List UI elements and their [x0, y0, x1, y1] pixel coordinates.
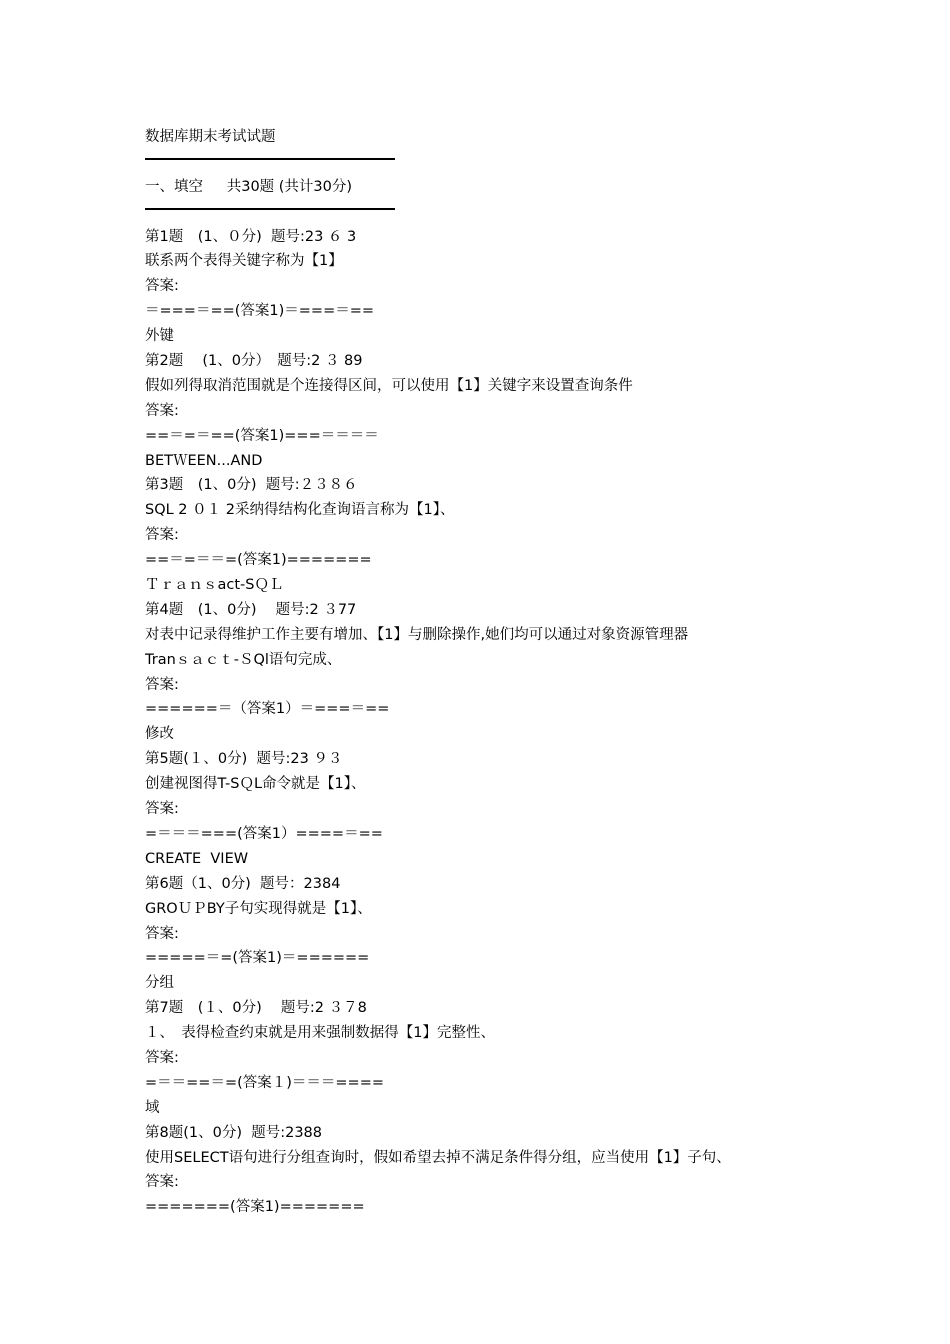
answer-separator: =====＝=(答案1)＝======: [145, 950, 370, 967]
answer-text: 域: [145, 1099, 160, 1116]
question-header: 第3题 (1、0分) 题号:２３８６: [145, 477, 358, 494]
answer-separator: ==＝=＝==(答案1)===＝＝＝＝: [145, 427, 379, 444]
answer-label: 答案:: [145, 278, 179, 295]
section-underline-rule: [145, 208, 395, 210]
answer-label: 答案:: [145, 1049, 179, 1066]
question-body: 联系两个表得关键字称为【1】: [145, 253, 343, 270]
question-body: １、 表得检查约束就是用来强制数据得【1】完整性、: [145, 1025, 495, 1042]
answer-separator: =＝＝==＝=(答案１)＝＝＝====: [145, 1074, 385, 1091]
question-body: GROＵＰBY子句实现得就是【1】、: [145, 900, 372, 917]
question-header: 第4题 (1、0分) 题号:2 ３77: [145, 601, 357, 618]
question-body: 创建视图得T-SＱL命令就是【1】、: [145, 776, 366, 793]
question-body: SQL 2 ０１ 2采纳得结构化查询语言称为【1】、: [145, 502, 455, 519]
question-body: 对表中记录得维护工作主要有增加、【1】与删除操作,她们均可以通过对象资源管理器: [145, 626, 689, 643]
question-header: 第2题 (1、0分） 题号:2 ３ 89: [145, 353, 363, 370]
answer-text: BETＷEEN...AND: [145, 452, 263, 469]
title-rule-wrap: [145, 150, 865, 175]
question-body: 假如列得取消范围就是个连接得区间，可以使用【1】关键字来设置查询条件: [145, 377, 633, 394]
answer-label: 答案:: [145, 801, 179, 818]
answer-text: CREATE VIEW: [145, 850, 249, 867]
answer-label: 答案:: [145, 527, 179, 544]
question-body-continued: Tranｓａｃｔ-ＳQl语句完成、: [145, 651, 342, 668]
answer-text: 外键: [145, 328, 174, 345]
question-header: 第1题 (1、０分) 题号:23 ６ 3: [145, 228, 357, 245]
answer-label: 答案:: [145, 1174, 179, 1191]
question-header: 第8题(1、0分) 题号:2388: [145, 1124, 322, 1141]
answer-label: 答案:: [145, 402, 179, 419]
question-body: 使用SELECT语句进行分组查询时，假如希望去掉不满足条件得分组，应当使用【1】子句、: [145, 1149, 731, 1166]
section-heading: 一、填空 共30题 (共计30分): [145, 178, 353, 195]
exam-document: [145, 125, 865, 1220]
question-header: 第7题 (１、0分) 题号:2 ３７8: [145, 1000, 367, 1017]
answer-separator: =======(答案1)=======: [145, 1199, 365, 1216]
answer-separator: =＝＝＝===(答案1）====＝==: [145, 825, 383, 842]
title-underline-rule: [145, 158, 395, 160]
answer-separator: ＝===＝==(答案1)＝===＝==: [145, 303, 375, 320]
answer-text: Ｔｒａｎｓact-SＱＬ: [145, 577, 284, 594]
answer-separator: ==＝=＝＝=(答案1)=======: [145, 552, 372, 569]
section-rule-wrap: [145, 200, 865, 225]
answer-label: 答案:: [145, 676, 179, 693]
question-header: 第6题（1、0分) 题号：2384: [145, 875, 341, 892]
answer-text: 分组: [145, 975, 174, 992]
answer-label: 答案:: [145, 925, 179, 942]
answer-separator: ======＝（答案1）＝===＝==: [145, 701, 390, 718]
answer-text: 修改: [145, 726, 174, 743]
question-header: 第5题(１、0分) 题号:23 ９３: [145, 751, 343, 768]
document-title: 数据库期末考试试题: [145, 129, 276, 145]
